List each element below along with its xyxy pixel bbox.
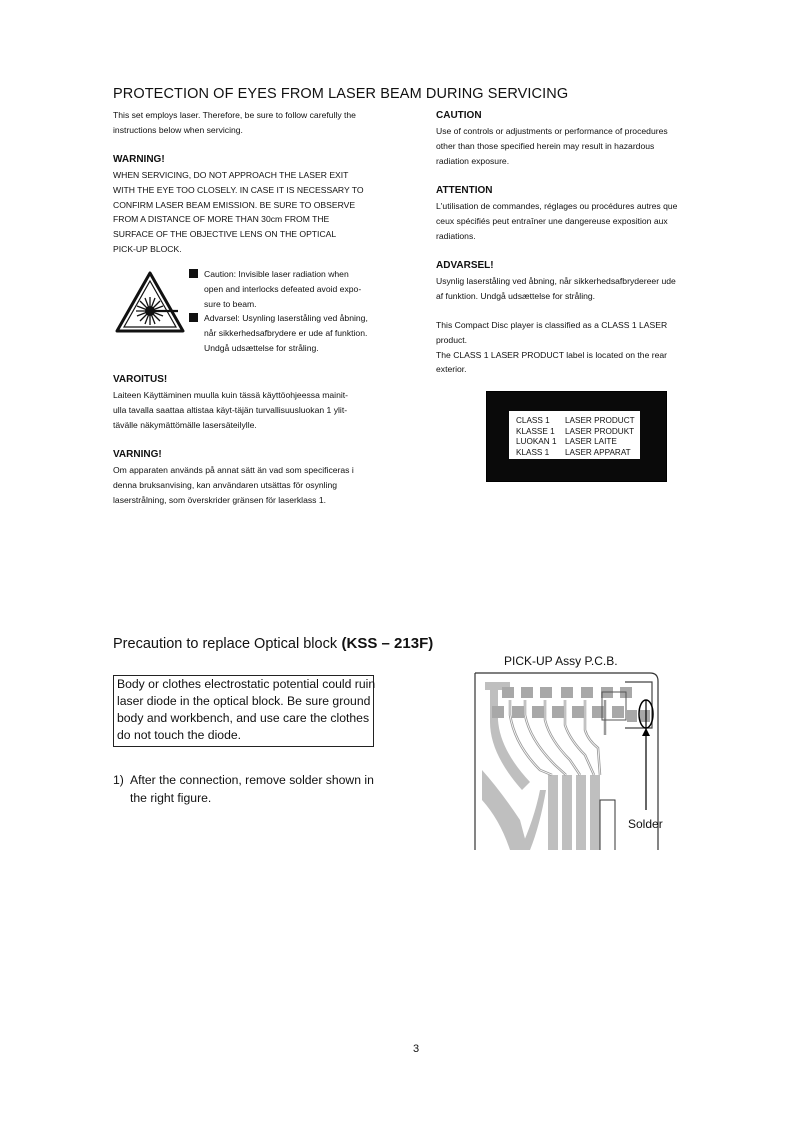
bullet-square-icon: [189, 269, 198, 278]
attention-heading: ATTENTION: [436, 185, 493, 196]
section-title-optical-block: [113, 635, 433, 653]
solder-label: Solder: [628, 817, 663, 831]
note-line: Undgå udsættelse for stråling.: [204, 342, 319, 353]
warning-line: FROM A DISTANCE OF MORE THAN 30cm FROM THE: [113, 214, 330, 225]
caution-line: radiation exposure.: [436, 155, 510, 166]
warning-line: WITH THE EYE TOO CLOSELY. IN CASE IT IS NECESSARY TO: [113, 184, 364, 195]
class-note-line: exterior.: [436, 364, 467, 375]
caution-heading: CAUTION: [436, 110, 482, 121]
label-row: [509, 416, 640, 427]
symbol-note-advarsel: [189, 311, 404, 355]
step-line: the right figure.: [130, 791, 212, 805]
label-class: KLASS 1: [516, 447, 550, 457]
step-line: After the connection, remove solder shown in: [130, 773, 374, 787]
electrostatic-note-box: [113, 675, 374, 747]
laser-warning-icon: [114, 270, 186, 334]
note-line: Caution: Invisible laser radiation when: [204, 269, 349, 279]
varning-line: denna bruksanvising, kan användaren utsättas för osynling: [113, 479, 338, 490]
label-product: LASER PRODUCT: [565, 416, 635, 425]
attention-line: ceux spécifiés peut entraîner une dangereuse exposition aux: [436, 215, 668, 226]
varning-line: Om apparaten används på annat sätt än vad som specificeras i: [113, 465, 354, 475]
note-box-line: do not touch the diode.: [117, 728, 242, 742]
warning-line: SURFACE OF THE OBJECTIVE LENS ON THE OPTICAL: [113, 229, 337, 240]
warning-heading: WARNING!: [113, 154, 165, 165]
label-row: [509, 448, 640, 459]
advarsel-line: af funktion. Undgå udsættelse for stråling.: [436, 290, 596, 301]
varoitus-heading: VAROITUS!: [113, 374, 168, 385]
optical-block-title: Precaution to replace Optical block: [113, 636, 338, 652]
step-number: 1): [113, 773, 124, 787]
label-class: CLASS 1: [516, 416, 550, 425]
label-class: LUOKAN 1: [516, 437, 557, 446]
label-class: KLASSE 1: [516, 426, 555, 436]
varning-line: laserstrålning, som överskrider gränsen för laserklass 1.: [113, 494, 327, 505]
class1-laser-label: [486, 391, 667, 482]
advarsel-text: [436, 274, 676, 304]
varning-text: [113, 463, 354, 507]
class-note-line: product.: [436, 334, 468, 345]
warning-line: PICK-UP BLOCK.: [113, 243, 182, 254]
note-line: Advarsel: Usynling laserståling ved åbning,: [204, 313, 368, 324]
bullet-square-icon: [189, 313, 198, 322]
note-line: sure to beam.: [204, 298, 257, 309]
advarsel-heading: ADVARSEL!: [436, 260, 494, 271]
class1-label-inner: [509, 411, 640, 459]
label-product: LASER PRODUKT: [565, 426, 635, 436]
varoitus-line: Laiteen Käyttäminen muulla kuin tässä käyttöohjeessa mainit-: [113, 390, 349, 400]
note-box-line: laser diode in the optical block. Be sure ground: [117, 694, 371, 708]
note-box-line: Body or clothes electrostatic potential could ruin: [117, 677, 376, 691]
attention-text: [436, 199, 677, 243]
attention-line: radiations.: [436, 230, 476, 241]
varoitus-line: ulla tavalla saattaa altistaa käyt-täjän turvallisuusluokan 1 ylit-: [113, 404, 348, 415]
label-row: [509, 427, 640, 438]
label-product: LASER LAITE: [565, 437, 617, 446]
label-row: [509, 437, 640, 448]
step-text: [130, 771, 374, 807]
intro-text: [113, 108, 356, 138]
page-number: 3: [413, 1043, 420, 1055]
note-line: open and interlocks defeated avoid expo-: [204, 283, 362, 294]
class-note-line: The CLASS 1 LASER PRODUCT label is located on the rear: [436, 349, 668, 360]
warning-line: CONFIRM LASER BEAM EMISSION. BE SURE TO OBSERVE: [113, 199, 356, 210]
class-note-line: This Compact Disc player is classified as a CLASS 1 LASER: [436, 320, 668, 330]
caution-line: Use of controls or adjustments or performance of procedures: [436, 126, 668, 136]
warning-line: WHEN SERVICING, DO NOT APPROACH THE LASER EXIT: [113, 170, 349, 180]
model-number: (KSS – 213F): [341, 635, 434, 652]
note-box-line: body and workbench, and use care the clothes: [117, 711, 370, 725]
section-title-laser-protection: PROTECTION OF EYES FROM LASER BEAM DURING SERVICING: [113, 86, 569, 102]
figure-title: PICK-UP Assy P.C.B.: [504, 654, 618, 668]
varning-heading: VARNING!: [113, 449, 162, 460]
warning-text: [113, 168, 364, 257]
advarsel-line: Usynlig laserståling ved åbning, når sikkerhedsafbrydereer ude: [436, 276, 676, 286]
attention-line: L'utilisation de commandes, réglages ou procédures autres que: [436, 201, 678, 211]
symbol-note-caution: [189, 267, 404, 311]
note-line: når sikkerhedsafbrydere er ude af funktion.: [204, 328, 368, 339]
intro-line: instructions below when servicing.: [113, 124, 243, 135]
varoitus-text: [113, 388, 348, 432]
symbol-notes: [189, 267, 404, 356]
caution-line: other than those specified herein may result in hazardous: [436, 140, 655, 151]
caution-text: [436, 124, 668, 168]
varoitus-line: tävälle näkymättömälle lasersäteilylle.: [113, 419, 257, 430]
class-note: [436, 318, 667, 377]
intro-line: This set employs laser. Therefore, be sure to follow carefully the: [113, 110, 356, 120]
label-product: LASER APPARAT: [565, 447, 631, 457]
